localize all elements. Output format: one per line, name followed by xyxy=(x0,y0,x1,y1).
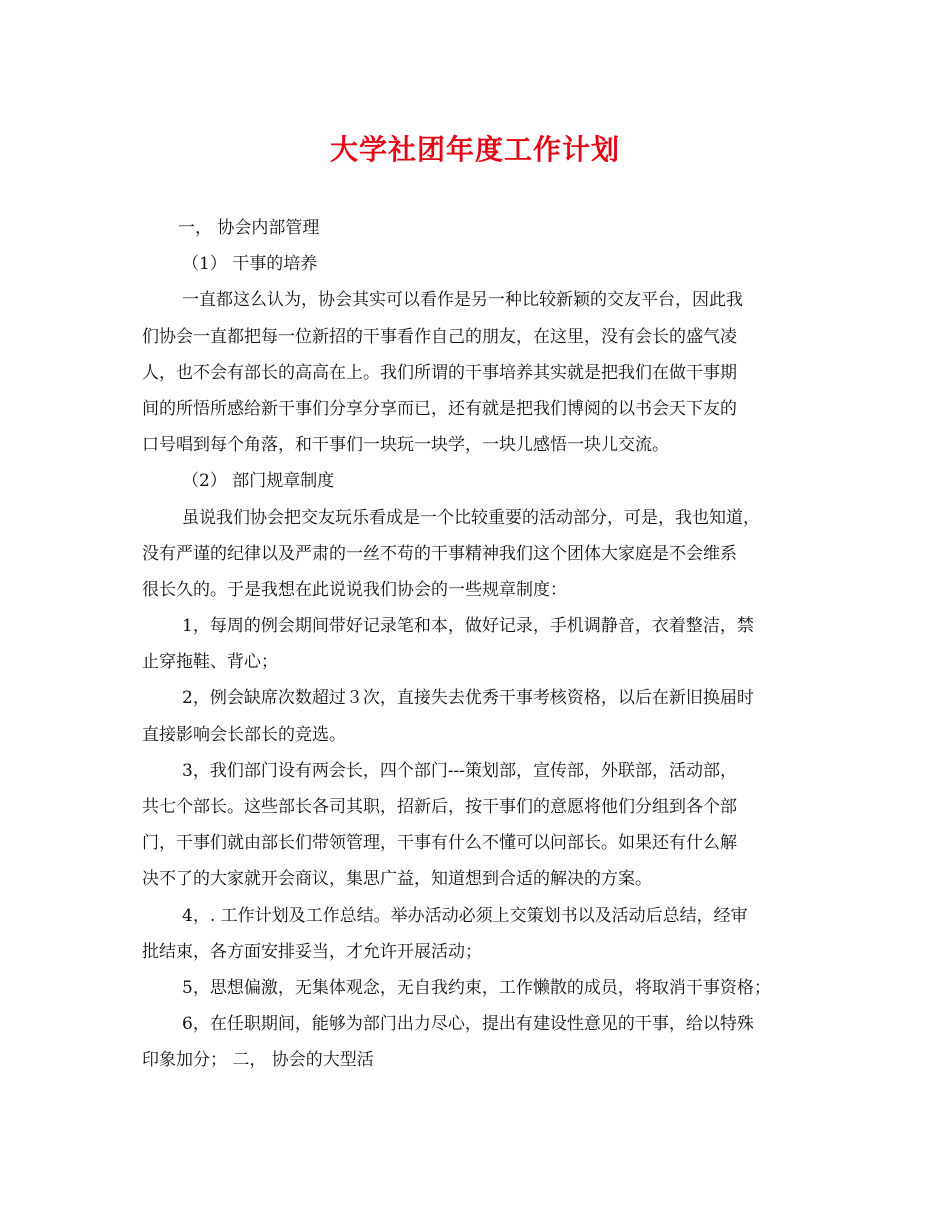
paragraph-line: 口号唱到每个角落，和干事们一块玩一块学，一块儿感悟一块儿交流。 xyxy=(142,435,669,456)
list-item-line: 直接影响会长部长的竞选。 xyxy=(142,724,346,745)
paragraph-line: 一直都这么认为，协会其实可以看作是另一种比较新颖的交友平台，因此我 xyxy=(182,290,743,311)
list-item-line: 5，思想偏激，无集体观念，无自我约束，工作懒散的成员，将取消干事资格； xyxy=(182,977,771,998)
paragraph-line: 没有严谨的纪律以及严肃的一丝不苟的干事精神我们这个团体大家庭是不会维系 xyxy=(142,543,737,564)
list-item-line: 3，我们部门设有两会长，四个部门---策划部，宣传部，外联部，活动部， xyxy=(182,760,738,781)
paragraph-line: 间的所悟所感给新干事们分享分享而已，还有就是把我们博阅的以书会天下友的 xyxy=(142,398,737,419)
list-item-line: 6，在任职期间，能够为部门出力尽心，提出有建设性意见的干事，给以特殊 xyxy=(182,1014,754,1035)
paragraph-line: 们协会一直都把每一位新招的干事看作自己的朋友，在这里，没有会长的盛气凌 xyxy=(142,326,737,347)
list-item-line: 1，每周的例会期间带好记录笔和本，做好记录，手机调静音，衣着整洁，禁 xyxy=(182,616,754,637)
list-item-line: 止穿拖鞋、背心； xyxy=(142,652,278,673)
document-body xyxy=(142,210,812,1079)
paragraph-line: 虽说我们协会把交友玩乐看成是一个比较重要的活动部分，可是，我也知道， xyxy=(182,507,760,528)
list-item-line: 共七个部长。这些部长各司其职，招新后，按干事们的意愿将他们分组到各个部 xyxy=(142,797,737,817)
paragraph-line: 人，也不会有部长的高高在上。我们所谓的干事培养其实就是把我们在做干事期 xyxy=(142,362,737,383)
list-item-line: 批结束，各方面安排妥当，才允许开展活动； xyxy=(142,941,482,962)
document-title: 大学社团年度工作计划 xyxy=(329,133,620,166)
subsection-heading: （2） 部门规章制度 xyxy=(182,471,335,492)
list-item-line: 2，例会缺席次数超过３次，直接失去优秀干事考核资格，以后在新旧换届时 xyxy=(182,688,754,709)
paragraph-line: 很长久的。于是我想在此说说我们协会的一些规章制度： xyxy=(142,579,567,600)
list-item-line: 门，干事们就由部长们带领管理，干事有什么不懂可以问部长。如果还有什么解 xyxy=(142,833,737,854)
subsection-heading: （1） 干事的培养 xyxy=(182,254,318,275)
list-item-line: 4，. 工作计划及工作总结。举办活动必须上交策划书以及活动后总结，经审 xyxy=(182,905,748,926)
section-heading: 一， 协会内部管理 xyxy=(178,218,320,238)
list-item-line: 印象加分； 二， 协会的大型活 xyxy=(142,1050,374,1071)
list-item-line: 决不了的大家就开会商议，集思广益，知道想到合适的解决的方案。 xyxy=(142,869,652,890)
